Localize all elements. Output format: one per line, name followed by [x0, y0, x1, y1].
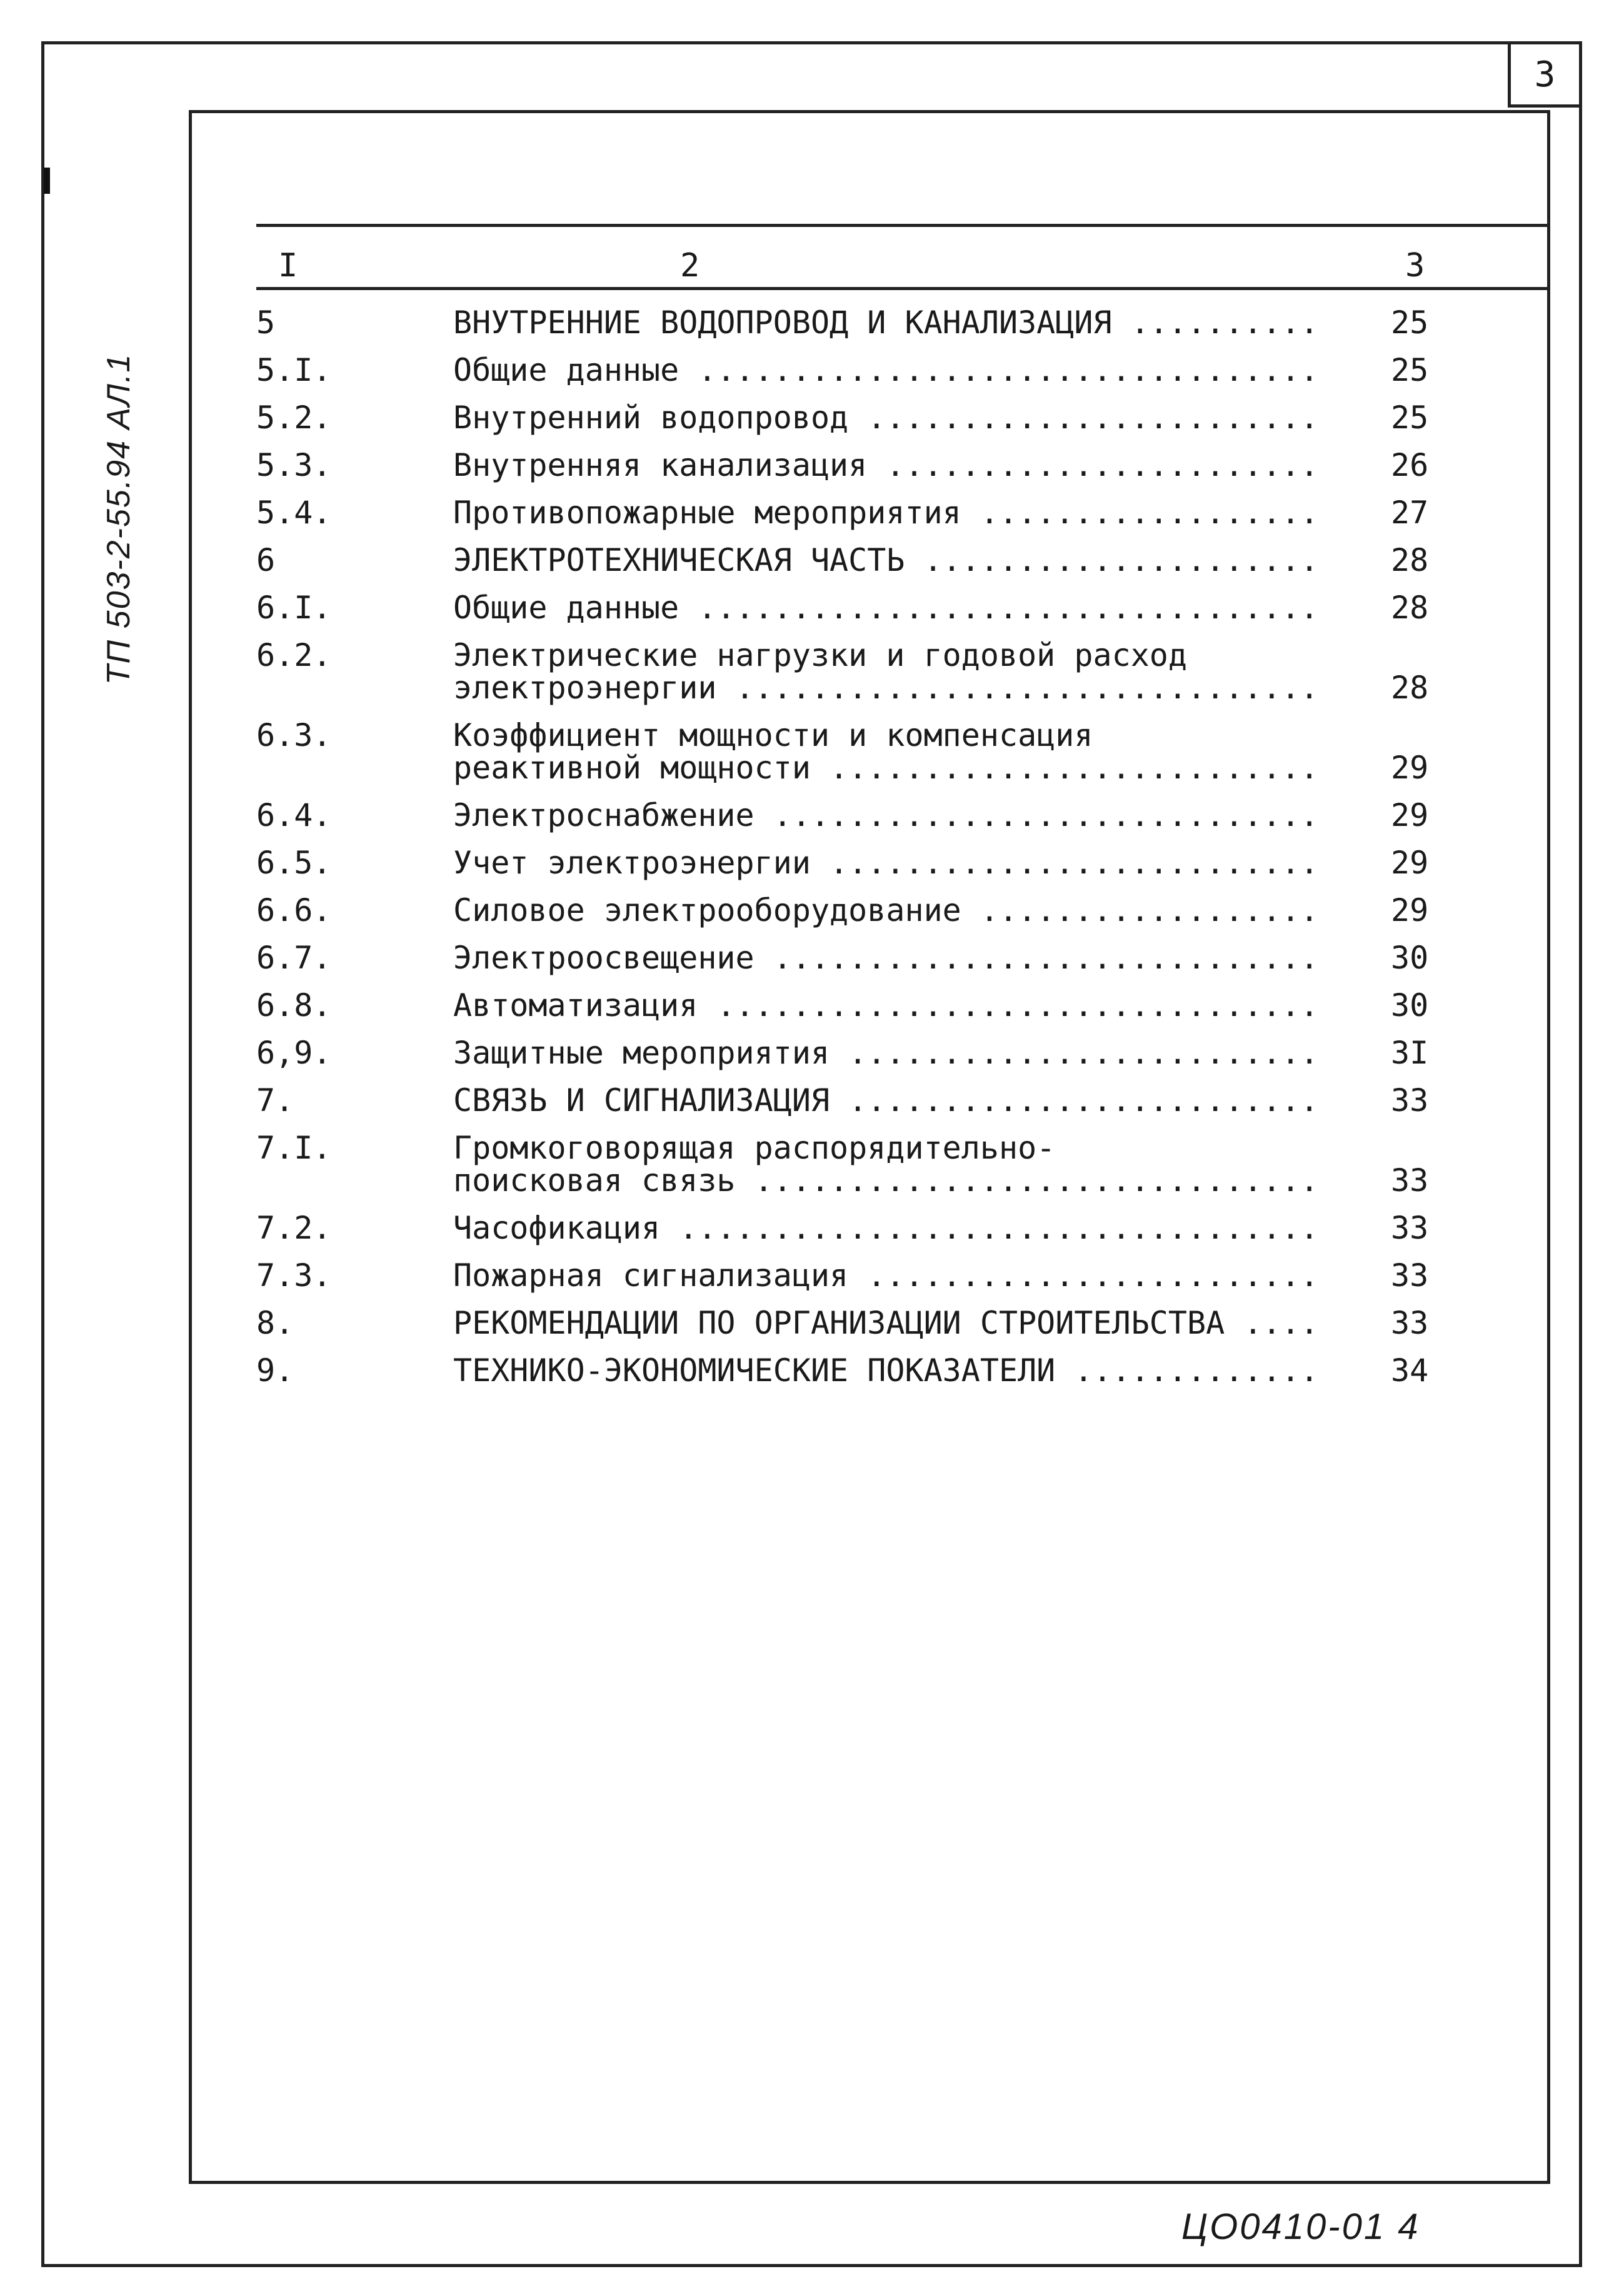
toc-page-number: 33 — [1391, 1162, 1429, 1199]
toc-section-title: поисковая связь ..... — [453, 1163, 1316, 1198]
toc-section-number: 5.I. — [256, 352, 332, 388]
toc-section-number: 8. — [256, 1305, 294, 1341]
toc-section-title: Внутренняя канализация ..... — [453, 448, 1316, 483]
header-col-3: 3 — [1405, 247, 1425, 284]
toc-page-number: 28 — [1391, 590, 1429, 626]
toc-section-number: 6.I. — [256, 590, 332, 626]
toc-section-title: ЭЛЕКТРОТЕХНИЧЕСКАЯ ЧАСТЬ ..... — [453, 543, 1316, 578]
toc-page-number: 29 — [1391, 892, 1429, 928]
toc-page-number: 28 — [1391, 542, 1429, 578]
toc-section-number: 6.2. — [256, 637, 332, 673]
toc-section-title-line1: Электрические нагрузки и годовой расход — [453, 637, 1187, 673]
toc-page-number: 25 — [1391, 400, 1429, 436]
toc-section-title-line1: Коэффициент мощности и компенсация — [453, 717, 1093, 753]
toc-section-title: Электроснабжение ..... — [453, 798, 1316, 833]
toc-section-title: Силовое электрооборудование ..... — [453, 893, 1316, 928]
toc-section-title: Противопожарные мероприятия ..... — [453, 495, 1316, 530]
toc-section-title: ТЕХНИКО-ЭКОНОМИЧЕСКИЕ ПОКАЗАТЕЛИ ..... — [453, 1353, 1316, 1388]
toc-section-number: 6.5. — [256, 845, 332, 881]
toc-page-number: 25 — [1391, 304, 1429, 341]
toc-section-number: 6.6. — [256, 892, 332, 928]
toc-section-number: 6.4. — [256, 797, 332, 833]
toc-section-number: 7. — [256, 1082, 294, 1119]
toc-section-number: 7.2. — [256, 1210, 332, 1246]
toc-section-number: 7.I. — [256, 1130, 332, 1166]
toc-page-number: 29 — [1391, 750, 1429, 786]
toc-section-title: СВЯЗЬ И СИГНАЛИЗАЦИЯ ..... — [453, 1083, 1316, 1118]
toc-page-number: 25 — [1391, 352, 1429, 388]
toc-section-number: 5.4. — [256, 495, 332, 531]
toc-page-number: 33 — [1391, 1210, 1429, 1246]
toc-section-title: ВНУТРЕННИЕ ВОДОПРОВОД И КАНАЛИЗАЦИЯ ..... — [453, 305, 1316, 340]
footer-document-code: ЦО0410-01 4 — [1181, 2206, 1420, 2247]
table-header-rule — [256, 287, 1549, 290]
toc-page-number: 3I — [1391, 1035, 1429, 1071]
toc-page-number: 30 — [1391, 940, 1429, 976]
toc-section-number: 6.7. — [256, 940, 332, 976]
toc-section-number: 6,9. — [256, 1035, 332, 1071]
toc-page-number: 29 — [1391, 845, 1429, 881]
toc-page-number: 33 — [1391, 1305, 1429, 1341]
toc-section-number: 9. — [256, 1352, 294, 1389]
toc-page-number: 28 — [1391, 670, 1429, 706]
toc-page-number: 34 — [1391, 1352, 1429, 1389]
edge-mark — [44, 168, 50, 194]
toc-section-title: Учет электроэнергии ..... — [453, 845, 1316, 880]
toc-page-number: 27 — [1391, 495, 1429, 531]
table-top-rule — [256, 224, 1549, 227]
header-col-2: 2 — [680, 247, 700, 284]
toc-section-number: 6.3. — [256, 717, 332, 753]
toc-section-title: Часофикация ..... — [453, 1210, 1316, 1245]
toc-section-title: Общие данные ..... — [453, 353, 1316, 388]
toc-section-number: 5.2. — [256, 400, 332, 436]
sheet-number-box — [1508, 41, 1582, 108]
toc-section-title: РЕКОМЕНДАЦИИ ПО ОРГАНИЗАЦИИ СТРОИТЕЛЬСТВА ..... — [453, 1305, 1316, 1341]
toc-section-title: Защитные мероприятия ..... — [453, 1035, 1316, 1070]
toc-section-title: электроэнергии ..... — [453, 670, 1316, 705]
toc-page-number: 26 — [1391, 447, 1429, 483]
toc-page-number: 30 — [1391, 987, 1429, 1024]
toc-page-number: 33 — [1391, 1082, 1429, 1119]
toc-section-title-line1: Громкоговорящая распорядительно- — [453, 1130, 1056, 1166]
toc-section-title: Автоматизация ..... — [453, 988, 1316, 1023]
toc-section-number: 5.3. — [256, 447, 332, 483]
toc-section-number: 5 — [256, 304, 276, 341]
toc-section-title: Внутренний водопровод ..... — [453, 400, 1316, 435]
toc-section-title: Электроосвещение ..... — [453, 940, 1316, 975]
toc-section-number: 6 — [256, 542, 276, 578]
toc-section-title: Пожарная сигнализация ..... — [453, 1258, 1316, 1293]
toc-page-number: 29 — [1391, 797, 1429, 833]
toc-section-number: 7.3. — [256, 1257, 332, 1294]
side-document-code: ТП 503-2-55.94 АЛ.1 — [101, 353, 137, 685]
toc-section-title: реактивной мощности ..... — [453, 750, 1316, 785]
header-col-1: I — [278, 247, 298, 284]
toc-section-number: 6.8. — [256, 987, 332, 1024]
toc-page-number: 33 — [1391, 1257, 1429, 1294]
toc-section-title: Общие данные ..... — [453, 590, 1316, 625]
sheet-number: 3 — [1534, 54, 1556, 95]
